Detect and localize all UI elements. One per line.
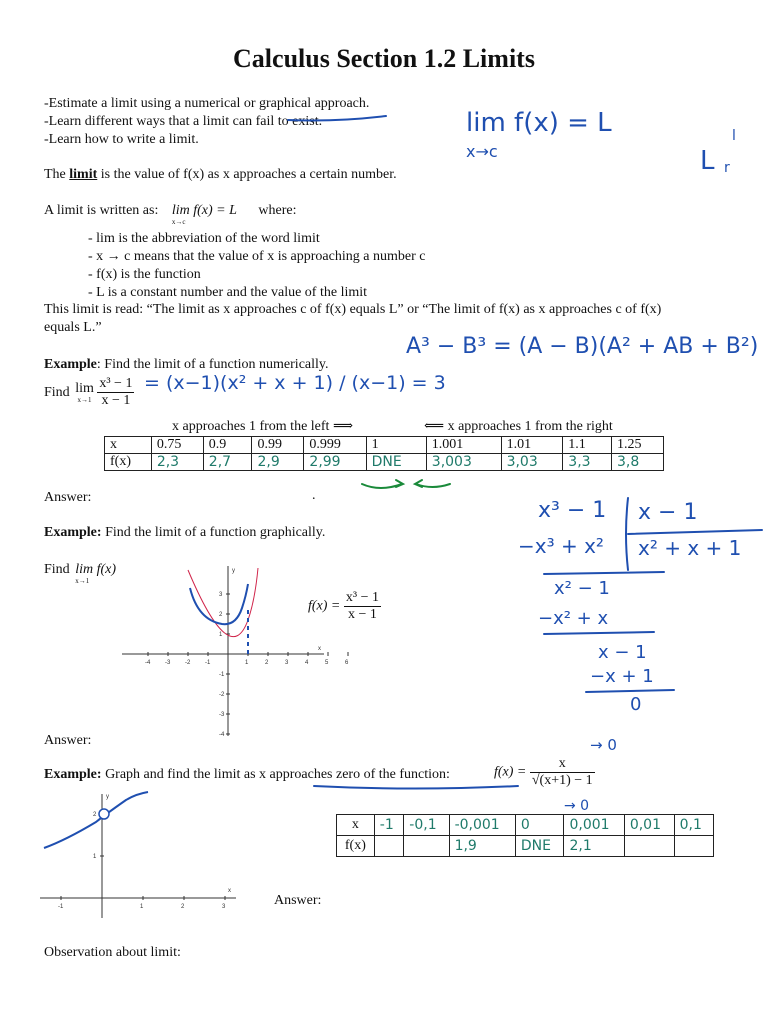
example3-text: Graph and find the limit as x approaches zero of the function: — [101, 767, 450, 782]
division-quotient: x² + x + 1 — [638, 536, 742, 560]
example2-heading-label: Example: — [44, 525, 102, 540]
table-cell: 2,9 — [252, 454, 304, 471]
table-cell: x — [337, 815, 375, 836]
written-as-sub: x→c — [171, 218, 186, 226]
handwritten-identity: A³ − B³ = (A − B)(A² + AB + B²) — [406, 334, 759, 359]
example2-numerator: x³ − 1 — [345, 590, 379, 605]
bullet-lim: - lim is the abbreviation of the word limit — [88, 231, 320, 246]
underline-icon — [312, 782, 522, 792]
table-cell: 1 — [366, 437, 426, 454]
table-cell: 0.99 — [252, 437, 304, 454]
division-dividend: x³ − 1 — [538, 498, 607, 523]
tick-label: 5 — [325, 660, 329, 666]
bullet-L: - L is a constant number and the value of the limit — [88, 285, 368, 300]
right-arrow-icon: ⟹ — [332, 419, 354, 434]
definition-term: limit — [69, 167, 98, 182]
tick-label: 2 — [181, 904, 185, 910]
example2-heading — [44, 525, 325, 541]
table-cell: 0,01 — [624, 815, 674, 836]
table-cell: 1.01 — [501, 437, 563, 454]
y-axis-label: y — [232, 568, 235, 574]
table-cell: DNE — [515, 836, 564, 857]
tick-label: 1 — [219, 632, 223, 638]
division-step: −x² + x — [538, 608, 609, 629]
read-as-line-2: equals L.” — [44, 320, 102, 335]
definition-suffix: is the value of f(x) as x approaches a certain number. — [97, 167, 397, 182]
example2-find-label: Find — [44, 562, 70, 577]
division-step: 0 — [630, 694, 642, 715]
example2-graph — [118, 560, 349, 740]
tick-label: 6 — [345, 660, 349, 666]
handwritten-factored: = (x−1)(x² + x + 1) / (x−1) = 3 — [144, 372, 446, 394]
example1-heading — [44, 357, 329, 373]
right-approach-label — [424, 418, 613, 435]
open-point-icon — [99, 809, 109, 819]
read-as-line-1: This limit is read: “The limit as x approaches c of f(x) equals L” or “The limit of f(x) as x approaches c of f(x) — [44, 302, 662, 317]
table-cell — [404, 836, 449, 857]
table-cell: f(x) — [337, 836, 375, 857]
table-cell: DNE — [366, 454, 426, 471]
table-cell: 0.9 — [203, 437, 252, 454]
table-cell: x — [105, 437, 152, 454]
example1-answer: Answer: — [44, 490, 92, 505]
tick-label: 2 — [265, 660, 269, 666]
example1-numerator: x³ − 1 — [99, 376, 133, 391]
tick-label: -2 — [185, 660, 191, 666]
written-as-suffix: where: — [258, 203, 297, 218]
example3-graph — [36, 788, 240, 920]
example1-lim — [75, 381, 94, 404]
table-row — [105, 437, 664, 454]
table-cell — [624, 836, 674, 857]
example2-text: Find the limit of a function graphically. — [101, 525, 326, 540]
table-cell: 3,03 — [501, 454, 563, 471]
table-cell — [374, 836, 404, 857]
example3-observation: Observation about limit: — [44, 945, 181, 960]
tick-label: -3 — [219, 712, 225, 718]
division-divisor: x − 1 — [638, 500, 698, 525]
tick-label: 4 — [305, 660, 309, 666]
table-cell: 0.999 — [304, 437, 366, 454]
underline-icon — [286, 112, 390, 124]
example2-lim — [75, 562, 116, 585]
example3-denominator: √(x+1) − 1 — [531, 773, 593, 788]
example2-lim-expr: lim f(x) — [75, 562, 117, 577]
example1-table — [104, 436, 664, 471]
division-step: −x + 1 — [590, 666, 654, 687]
table-cell: 0.75 — [151, 437, 203, 454]
written-as-line — [44, 203, 297, 226]
tick-label: 3 — [222, 904, 226, 910]
example1-lim-sub: x→1 — [77, 396, 92, 404]
example2-find — [44, 562, 116, 585]
table-cell: 0 — [515, 815, 564, 836]
division-step: x − 1 — [598, 642, 647, 663]
example2-function — [308, 590, 381, 623]
limit-definition — [44, 167, 397, 183]
written-as-prefix: A limit is written as: — [44, 203, 159, 218]
written-as-expression — [172, 203, 237, 226]
tick-label: 3 — [285, 660, 289, 666]
example3-numerator: x — [530, 756, 595, 773]
example2-denominator: x − 1 — [347, 607, 377, 622]
x-axis-label: x — [318, 646, 321, 652]
bullet-x-to-c: - x → c means that the value of x is approaching a number c — [88, 249, 426, 264]
left-approach-label — [172, 418, 353, 435]
tick-label: 1 — [140, 904, 144, 910]
y-axis-label: y — [106, 794, 109, 800]
example1-dot: . — [312, 488, 316, 503]
table-cell: 3,8 — [611, 454, 663, 471]
table-cell: 1.25 — [611, 437, 663, 454]
tick-label: 2 — [93, 812, 97, 818]
example2-answer: Answer: — [44, 733, 92, 748]
division-lines-icon — [514, 494, 768, 724]
approach-arrows-icon — [350, 474, 460, 496]
handwritten-arrow-zero-bottom: → 0 — [564, 798, 590, 814]
table-cell: 2,1 — [564, 836, 624, 857]
example1-text: : Find the limit of a function numerically. — [96, 357, 329, 372]
division-step: −x³ + x² — [518, 534, 604, 558]
written-as-expr: lim f(x) = L — [171, 203, 237, 218]
left-approach-text: x approaches 1 from the left — [172, 419, 330, 434]
example2-fx: f(x) = — [308, 598, 341, 614]
example2-lim-sub: x→1 — [75, 577, 90, 585]
handwritten-arrow-zero-top: → 0 — [590, 736, 617, 754]
division-step: x² − 1 — [554, 578, 610, 599]
example3-table — [336, 814, 714, 857]
x-axis-label: x — [228, 888, 231, 894]
tick-label: 2 — [219, 612, 223, 618]
function-curve — [44, 792, 148, 848]
tick-label: -3 — [165, 660, 171, 666]
example3-answer: Answer: — [274, 893, 322, 908]
example1-find-label: Find — [44, 384, 70, 400]
table-cell: 2,3 — [151, 454, 203, 471]
table-row — [105, 454, 664, 471]
tick-label: -2 — [219, 692, 225, 698]
handwritten-lim-sub: x→c — [466, 142, 498, 161]
table-cell: 1.1 — [563, 437, 612, 454]
example3-heading-label: Example: — [44, 767, 102, 782]
table-cell: 1,9 — [449, 836, 515, 857]
example3-fraction — [530, 756, 595, 789]
left-arrow-icon: ⟸ — [424, 419, 445, 434]
handwritten-lim-def: lim f(x) = L — [466, 108, 612, 138]
table-cell: -0,001 — [449, 815, 515, 836]
tick-label: -4 — [145, 660, 151, 666]
example1-heading-label: Example — [44, 357, 97, 372]
tick-label: 1 — [93, 854, 97, 860]
definition-prefix: The — [44, 167, 70, 182]
example3-heading — [44, 767, 450, 783]
table-cell — [674, 836, 713, 857]
objective-1: -Estimate a limit using a numerical or graphical approach. — [44, 96, 370, 111]
tick-label: -1 — [205, 660, 211, 666]
example1-fraction — [97, 376, 134, 409]
table-cell: -1 — [374, 815, 404, 836]
example1-find — [44, 376, 134, 409]
page-title: Calculus Section 1.2 Limits — [233, 44, 535, 73]
example2-fraction — [344, 590, 381, 623]
handwritten-long-division — [514, 494, 768, 724]
handwritten-left-sub: l — [732, 128, 736, 144]
table-cell: 2,7 — [203, 454, 252, 471]
table-cell: 1.001 — [426, 437, 501, 454]
objective-2: -Learn different ways that a limit can fail to exist. — [44, 114, 323, 129]
tick-label: 3 — [219, 592, 223, 598]
bullet-fx: - f(x) is the function — [88, 267, 201, 282]
traced-curve — [190, 584, 248, 624]
tick-label: -1 — [219, 672, 225, 678]
objective-3: -Learn how to write a limit. — [44, 132, 199, 147]
tick-label: -1 — [58, 904, 64, 910]
example1-denominator: x − 1 — [101, 393, 131, 408]
table-row — [337, 815, 714, 836]
table-cell: 0,001 — [564, 815, 624, 836]
table-cell: 0,1 — [674, 815, 713, 836]
tick-label: -4 — [219, 732, 225, 738]
right-approach-text: x approaches 1 from the right — [447, 419, 613, 434]
example3-fx: f(x) = — [494, 764, 527, 780]
table-cell: 3,003 — [426, 454, 501, 471]
table-cell: 2,99 — [304, 454, 366, 471]
tick-label: 1 — [245, 660, 249, 666]
handwritten-right-L: L — [700, 146, 715, 176]
table-cell: -0,1 — [404, 815, 449, 836]
table-cell: f(x) — [105, 454, 152, 471]
handwritten-right-sub: r — [724, 160, 730, 176]
table-cell: 3,3 — [563, 454, 612, 471]
table-row — [337, 836, 714, 857]
example1-lim-word: lim — [75, 381, 94, 396]
